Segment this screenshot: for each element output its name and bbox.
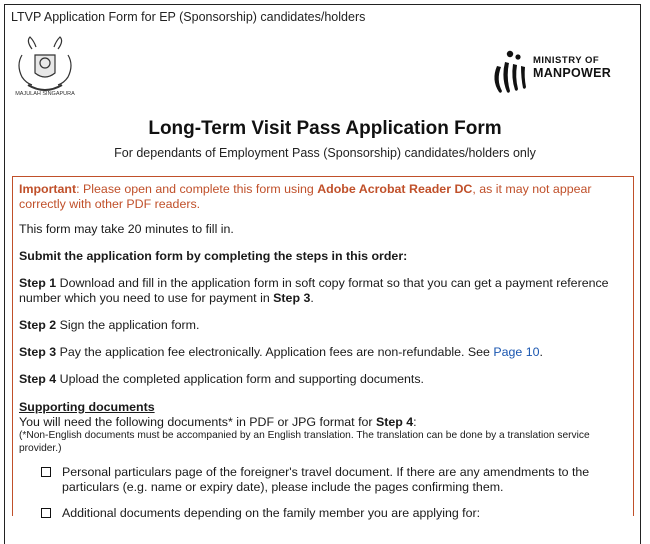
supporting-intro [19,415,627,430]
step-3 [19,345,627,360]
mom-line1: MINISTRY OF [533,55,600,66]
step-2-text: Sign the application form. [56,318,200,332]
step-4-text: Upload the completed application form and supporting documents. [56,372,424,386]
mom-line2: MANPOWER [533,66,612,80]
step-1-end: . [310,291,314,305]
form-subtitle: For dependants of Employment Pass (Sponsorship) candidates/holders only [114,146,536,160]
important-label: Important [19,182,77,196]
important-text: : Please open and complete this form using [76,182,318,196]
step-2-label: Step 2 [19,318,57,332]
supporting-intro-end: : [413,415,417,429]
list-item [19,465,627,495]
instructions-content [19,182,627,521]
list-item-text: Personal particulars page of the foreigner's travel document. If there are any amendments to the particulars (e.g. name or expiry date), please include the pages confirming them. [62,465,590,494]
step-3-label: Step 3 [19,345,57,359]
crest-motto: MAJULAH SINGAPURA [15,91,75,97]
checkbox-bullet-icon [41,508,51,518]
mom-wordmark [533,55,611,79]
step-1-ref: Step 3 [273,291,311,305]
step-1-text: Download and fill in the application form in soft copy format so that you can get a payment reference number which you need to use for payment in [19,276,609,305]
translation-note: (*Non-English documents must be accompanied by an English translation. The translation can be done by a translation service provider.) [19,430,590,454]
supporting-intro-text: You will need the following documents* in PDF or JPG format for [19,415,376,429]
document-header-title: LTVP Application Form for EP (Sponsorship) candidates/holders [11,10,366,24]
singapore-crest-logo [10,35,80,105]
page-10-link[interactable]: Page 10 [493,345,540,359]
submit-heading: Submit the application form by completing the steps in this order: [19,249,408,263]
step-2 [19,318,627,333]
list-item-text: Additional documents depending on the family member you are applying for: [62,506,481,520]
list-item [19,506,627,521]
form-title: Long-Term Visit Pass Application Form [148,118,502,139]
time-note: This form may take 20 minutes to fill in. [19,222,234,236]
important-notice [19,182,627,212]
step-4 [19,372,627,387]
step-4-label: Step 4 [19,372,57,386]
supporting-documents-heading: Supporting documents [19,400,155,414]
important-text-end: , as it may not appear correctly with other PDF readers. [19,182,592,211]
important-app-name: Adobe Acrobat Reader DC [317,182,473,196]
supporting-intro-ref: Step 4 [375,415,414,429]
step-1 [19,276,627,306]
step-3-end: . [539,345,543,359]
step-1-label: Step 1 [19,276,57,290]
checkbox-bullet-icon [41,467,51,477]
step-3-text: Pay the application fee electronically. Application fees are non-refundable. See [56,345,494,359]
